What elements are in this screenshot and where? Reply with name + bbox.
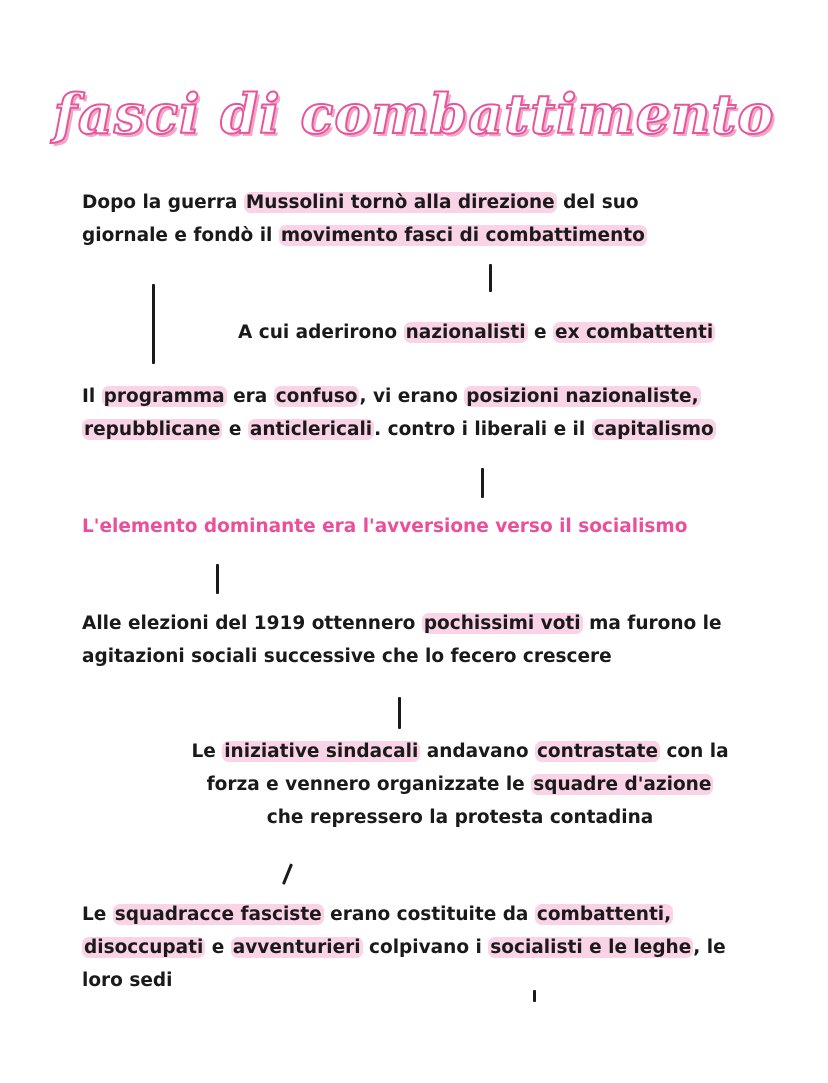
highlight: programma bbox=[103, 386, 225, 407]
highlight: movimento fasci di combattimento bbox=[280, 225, 645, 246]
connector-line bbox=[398, 697, 401, 729]
text-line bbox=[150, 801, 770, 834]
highlight: posizioni nazionaliste, bbox=[466, 386, 699, 407]
text-span: Dopo la guerra bbox=[82, 192, 244, 213]
highlight: avventurieri bbox=[232, 937, 361, 958]
text-span: Le bbox=[191, 741, 223, 762]
highlight: nazionalisti bbox=[405, 322, 526, 343]
text-line bbox=[82, 640, 722, 673]
paragraph-intro bbox=[82, 186, 647, 252]
text-span: . contro i liberali e il bbox=[374, 419, 592, 440]
text-span: loro sedi bbox=[82, 970, 173, 991]
paragraph-squads bbox=[82, 898, 726, 997]
text-span: Alle elezioni del 1919 ottennero bbox=[82, 613, 422, 634]
text-span: era bbox=[226, 386, 274, 407]
highlight: socialisti e le leghe bbox=[490, 937, 692, 958]
text-span: e bbox=[527, 322, 554, 343]
text-span: colpivano i bbox=[362, 937, 489, 958]
highlight: anticlericali bbox=[249, 419, 373, 440]
connector-line bbox=[489, 264, 492, 292]
text-line bbox=[82, 898, 726, 931]
text-span: agitazioni sociali successive che lo fecero crescere bbox=[82, 646, 612, 667]
paragraph-elections bbox=[82, 607, 722, 673]
highlight: contrastate bbox=[536, 741, 658, 762]
highlight: Mussolini tornò alla direzione bbox=[245, 192, 555, 213]
text-span: A cui aderirono bbox=[238, 322, 404, 343]
text-span: giornale e fondò il bbox=[82, 225, 279, 246]
text-line bbox=[82, 219, 647, 252]
highlight: squadre d'azione bbox=[533, 774, 712, 795]
paragraph-initiatives bbox=[150, 735, 770, 834]
text-span: con la bbox=[660, 741, 729, 762]
connector-line bbox=[216, 564, 219, 594]
connector-line bbox=[282, 863, 293, 884]
connector-line bbox=[481, 468, 484, 498]
highlight: capitalismo bbox=[593, 419, 714, 440]
text-span: del suo bbox=[556, 192, 639, 213]
highlight: confuso bbox=[275, 386, 358, 407]
text-span: ma furono le bbox=[582, 613, 722, 634]
text-span: Le bbox=[82, 904, 113, 925]
text-line bbox=[82, 413, 716, 446]
paragraph-dominant: L'elemento dominante era l'avversione verso il socialismo bbox=[82, 516, 688, 537]
text-line bbox=[82, 380, 716, 413]
text-line bbox=[82, 931, 726, 964]
text-span: , vi erano bbox=[359, 386, 465, 407]
text-span: Il bbox=[82, 386, 102, 407]
text-span: erano costituite da bbox=[323, 904, 535, 925]
paragraph-programme bbox=[82, 380, 716, 446]
text-line bbox=[82, 186, 647, 219]
highlight: squadracce fasciste bbox=[114, 904, 322, 925]
connector-line bbox=[152, 284, 155, 364]
text-line bbox=[82, 607, 722, 640]
text-line bbox=[150, 768, 770, 801]
text-line bbox=[82, 964, 726, 997]
connector-line bbox=[533, 990, 536, 1002]
highlight: disoccupati bbox=[84, 937, 204, 958]
highlight: repubblicane bbox=[84, 419, 221, 440]
paragraph-adherents bbox=[238, 316, 715, 349]
text-span: che repressero la protesta contadina bbox=[266, 807, 654, 828]
highlight: iniziative sindacali bbox=[224, 741, 419, 762]
text-span: e bbox=[205, 937, 231, 958]
text-span: , le bbox=[693, 937, 726, 958]
highlight: pochissimi voti bbox=[423, 613, 581, 634]
text-span: forza e vennero organizzate le bbox=[206, 774, 532, 795]
highlight: ex combattenti bbox=[555, 322, 714, 343]
highlight: combattenti, bbox=[536, 904, 672, 925]
text-line bbox=[150, 735, 770, 768]
text-span: e bbox=[222, 419, 248, 440]
page-title: fasci di combattimento bbox=[53, 82, 775, 146]
text-span: andavano bbox=[420, 741, 535, 762]
